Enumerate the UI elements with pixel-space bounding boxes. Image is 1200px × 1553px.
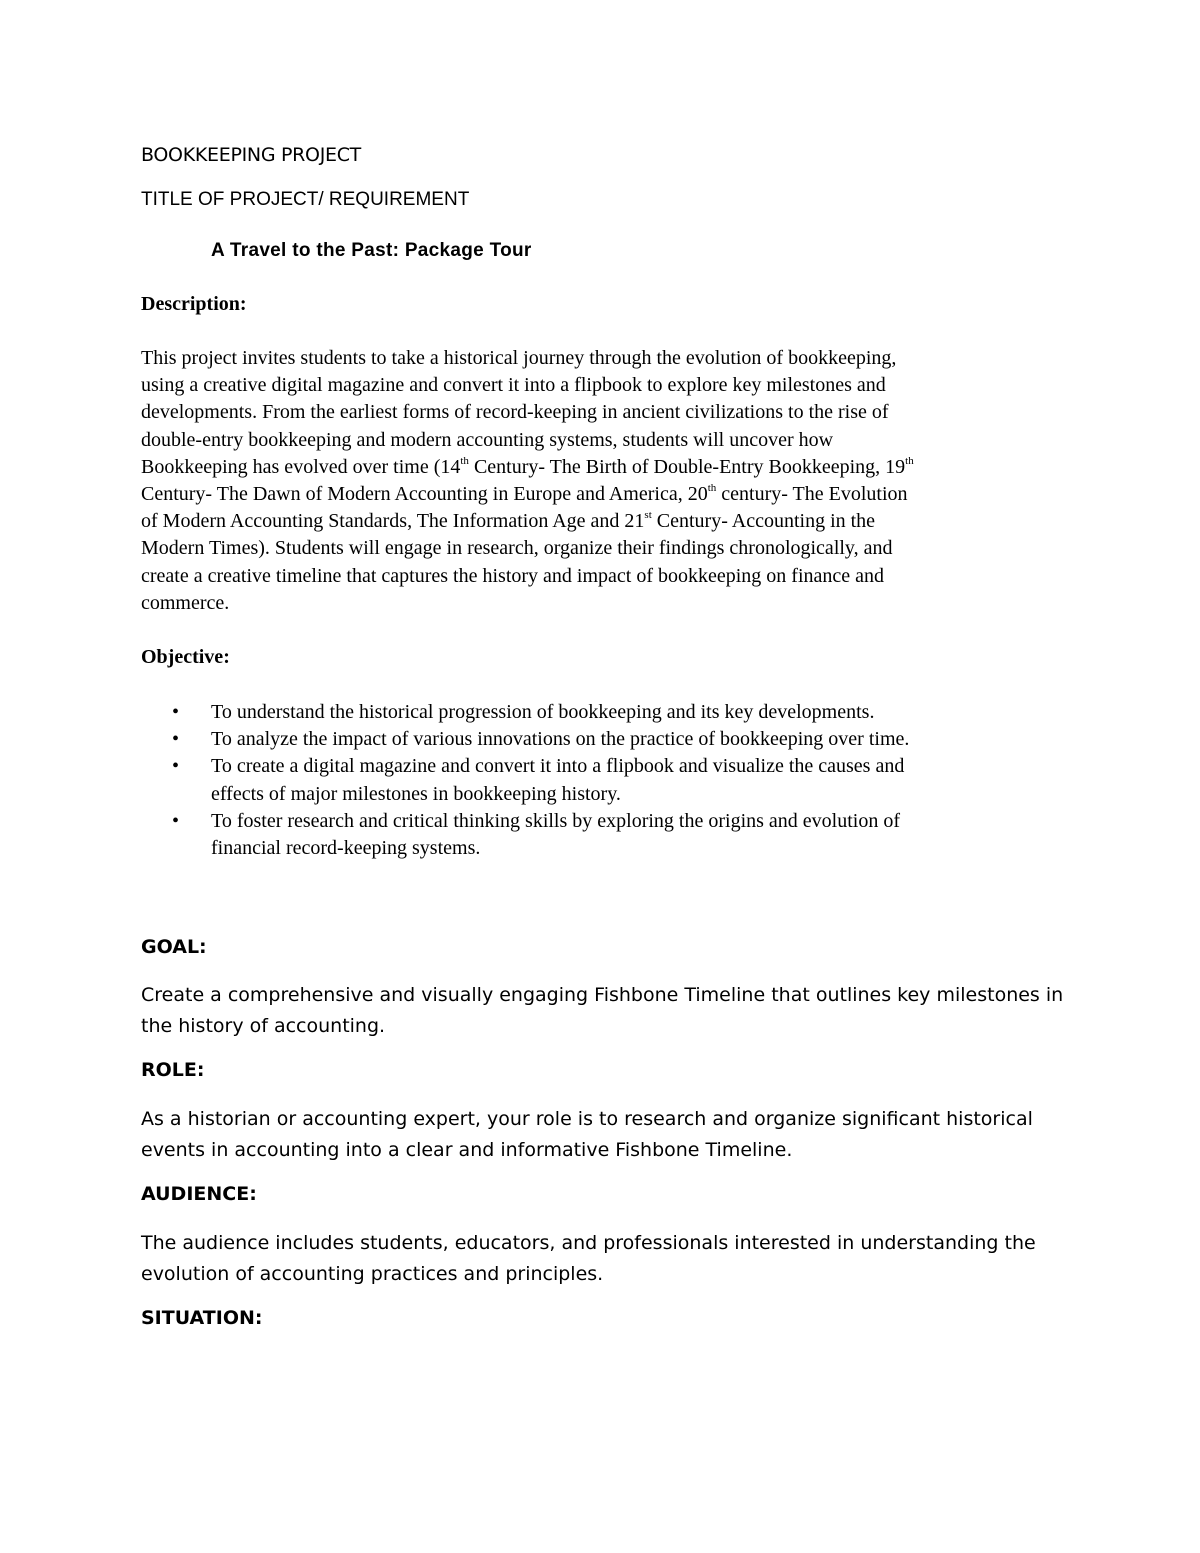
situation-heading: SITUATION:: [141, 1307, 263, 1329]
superscript: th: [905, 454, 914, 467]
text-run: Century- Accounting in the: [651, 510, 876, 533]
description-line: This project invites students to take a historical journey through the evolution of bookkeeping,: [141, 347, 897, 369]
bullet-icon: •: [172, 755, 180, 778]
goal-line: the history of accounting.: [141, 1015, 386, 1037]
list-item: [172, 699, 1072, 726]
description-heading: Description:: [141, 293, 247, 315]
objective-list: [172, 699, 1072, 862]
description-line: [141, 508, 1071, 535]
audience-line: The audience includes students, educators, and professionals interested in understanding the: [141, 1232, 1036, 1254]
text-run: Century- The Birth of Double-Entry Bookkeeping, 19: [468, 455, 906, 478]
description-line: [141, 454, 1071, 481]
bullet-icon: •: [172, 728, 180, 751]
bullet-icon: •: [172, 701, 180, 723]
text-run: century- The Evolution: [716, 483, 908, 506]
description-line: Modern Times). Students will engage in research, organize their findings chronologically, and: [141, 537, 893, 560]
document-label: BOOKKEEPING PROJECT: [141, 144, 361, 166]
text-run: Bookkeeping has evolved over time (14: [141, 455, 461, 478]
goal-paragraph: [141, 980, 1063, 1042]
list-item-text: To understand the historical progression of bookkeeping and its key developments.: [211, 701, 875, 723]
list-item-text: To foster research and critical thinking skills by exploring the origins and evolution of: [211, 809, 900, 832]
list-item-text: To create a digital magazine and convert it into a flipbook and visualize the causes and: [211, 755, 905, 778]
list-item-text: effects of major milestones in bookkeeping history.: [211, 782, 621, 805]
project-title: A Travel to the Past: Package Tour: [211, 240, 532, 261]
title-requirement-heading: TITLE OF PROJECT/ REQUIREMENT: [141, 189, 470, 210]
list-item-text: To analyze the impact of various innovations on the practice of bookkeeping over time.: [211, 728, 910, 751]
description-line: developments. From the earliest forms of record-keeping in ancient civilizations to the rise of: [141, 401, 889, 424]
role-heading: ROLE:: [141, 1059, 205, 1081]
bullet-icon: •: [172, 809, 180, 832]
superscript: th: [460, 454, 469, 467]
goal-heading: GOAL:: [141, 936, 207, 958]
description-line: double-entry bookkeeping and modern accounting systems, students will uncover how: [141, 428, 834, 451]
superscript: st: [644, 509, 652, 522]
list-item: [172, 753, 1072, 807]
role-paragraph: [141, 1104, 1033, 1166]
list-item-text: financial record-keeping systems.: [211, 837, 481, 860]
objective-heading: Objective:: [141, 646, 230, 668]
list-item: [172, 808, 1072, 862]
list-item: [172, 726, 1072, 753]
text-run: of Modern Accounting Standards, The Information Age and 21: [141, 510, 645, 533]
description-line: [141, 481, 1071, 508]
audience-heading: AUDIENCE:: [141, 1183, 257, 1205]
role-line: As a historian or accounting expert, your role is to research and organize significant historical: [141, 1108, 1033, 1130]
superscript: th: [707, 482, 717, 495]
description-paragraph: [141, 345, 1071, 617]
audience-paragraph: [141, 1228, 1036, 1290]
description-line: commerce.: [141, 591, 230, 614]
audience-line: evolution of accounting practices and principles.: [141, 1263, 604, 1285]
role-line: events in accounting into a clear and informative Fishbone Timeline.: [141, 1139, 793, 1161]
description-line: using a creative digital magazine and convert it into a flipbook to explore key milestones and: [141, 374, 886, 397]
text-run: Century- The Dawn of Modern Accounting in Europe and America, 20: [141, 483, 708, 506]
description-line: create a creative timeline that captures the history and impact of bookkeeping on finance and: [141, 564, 885, 587]
goal-line: Create a comprehensive and visually engaging Fishbone Timeline that outlines key milestones in: [141, 984, 1064, 1006]
